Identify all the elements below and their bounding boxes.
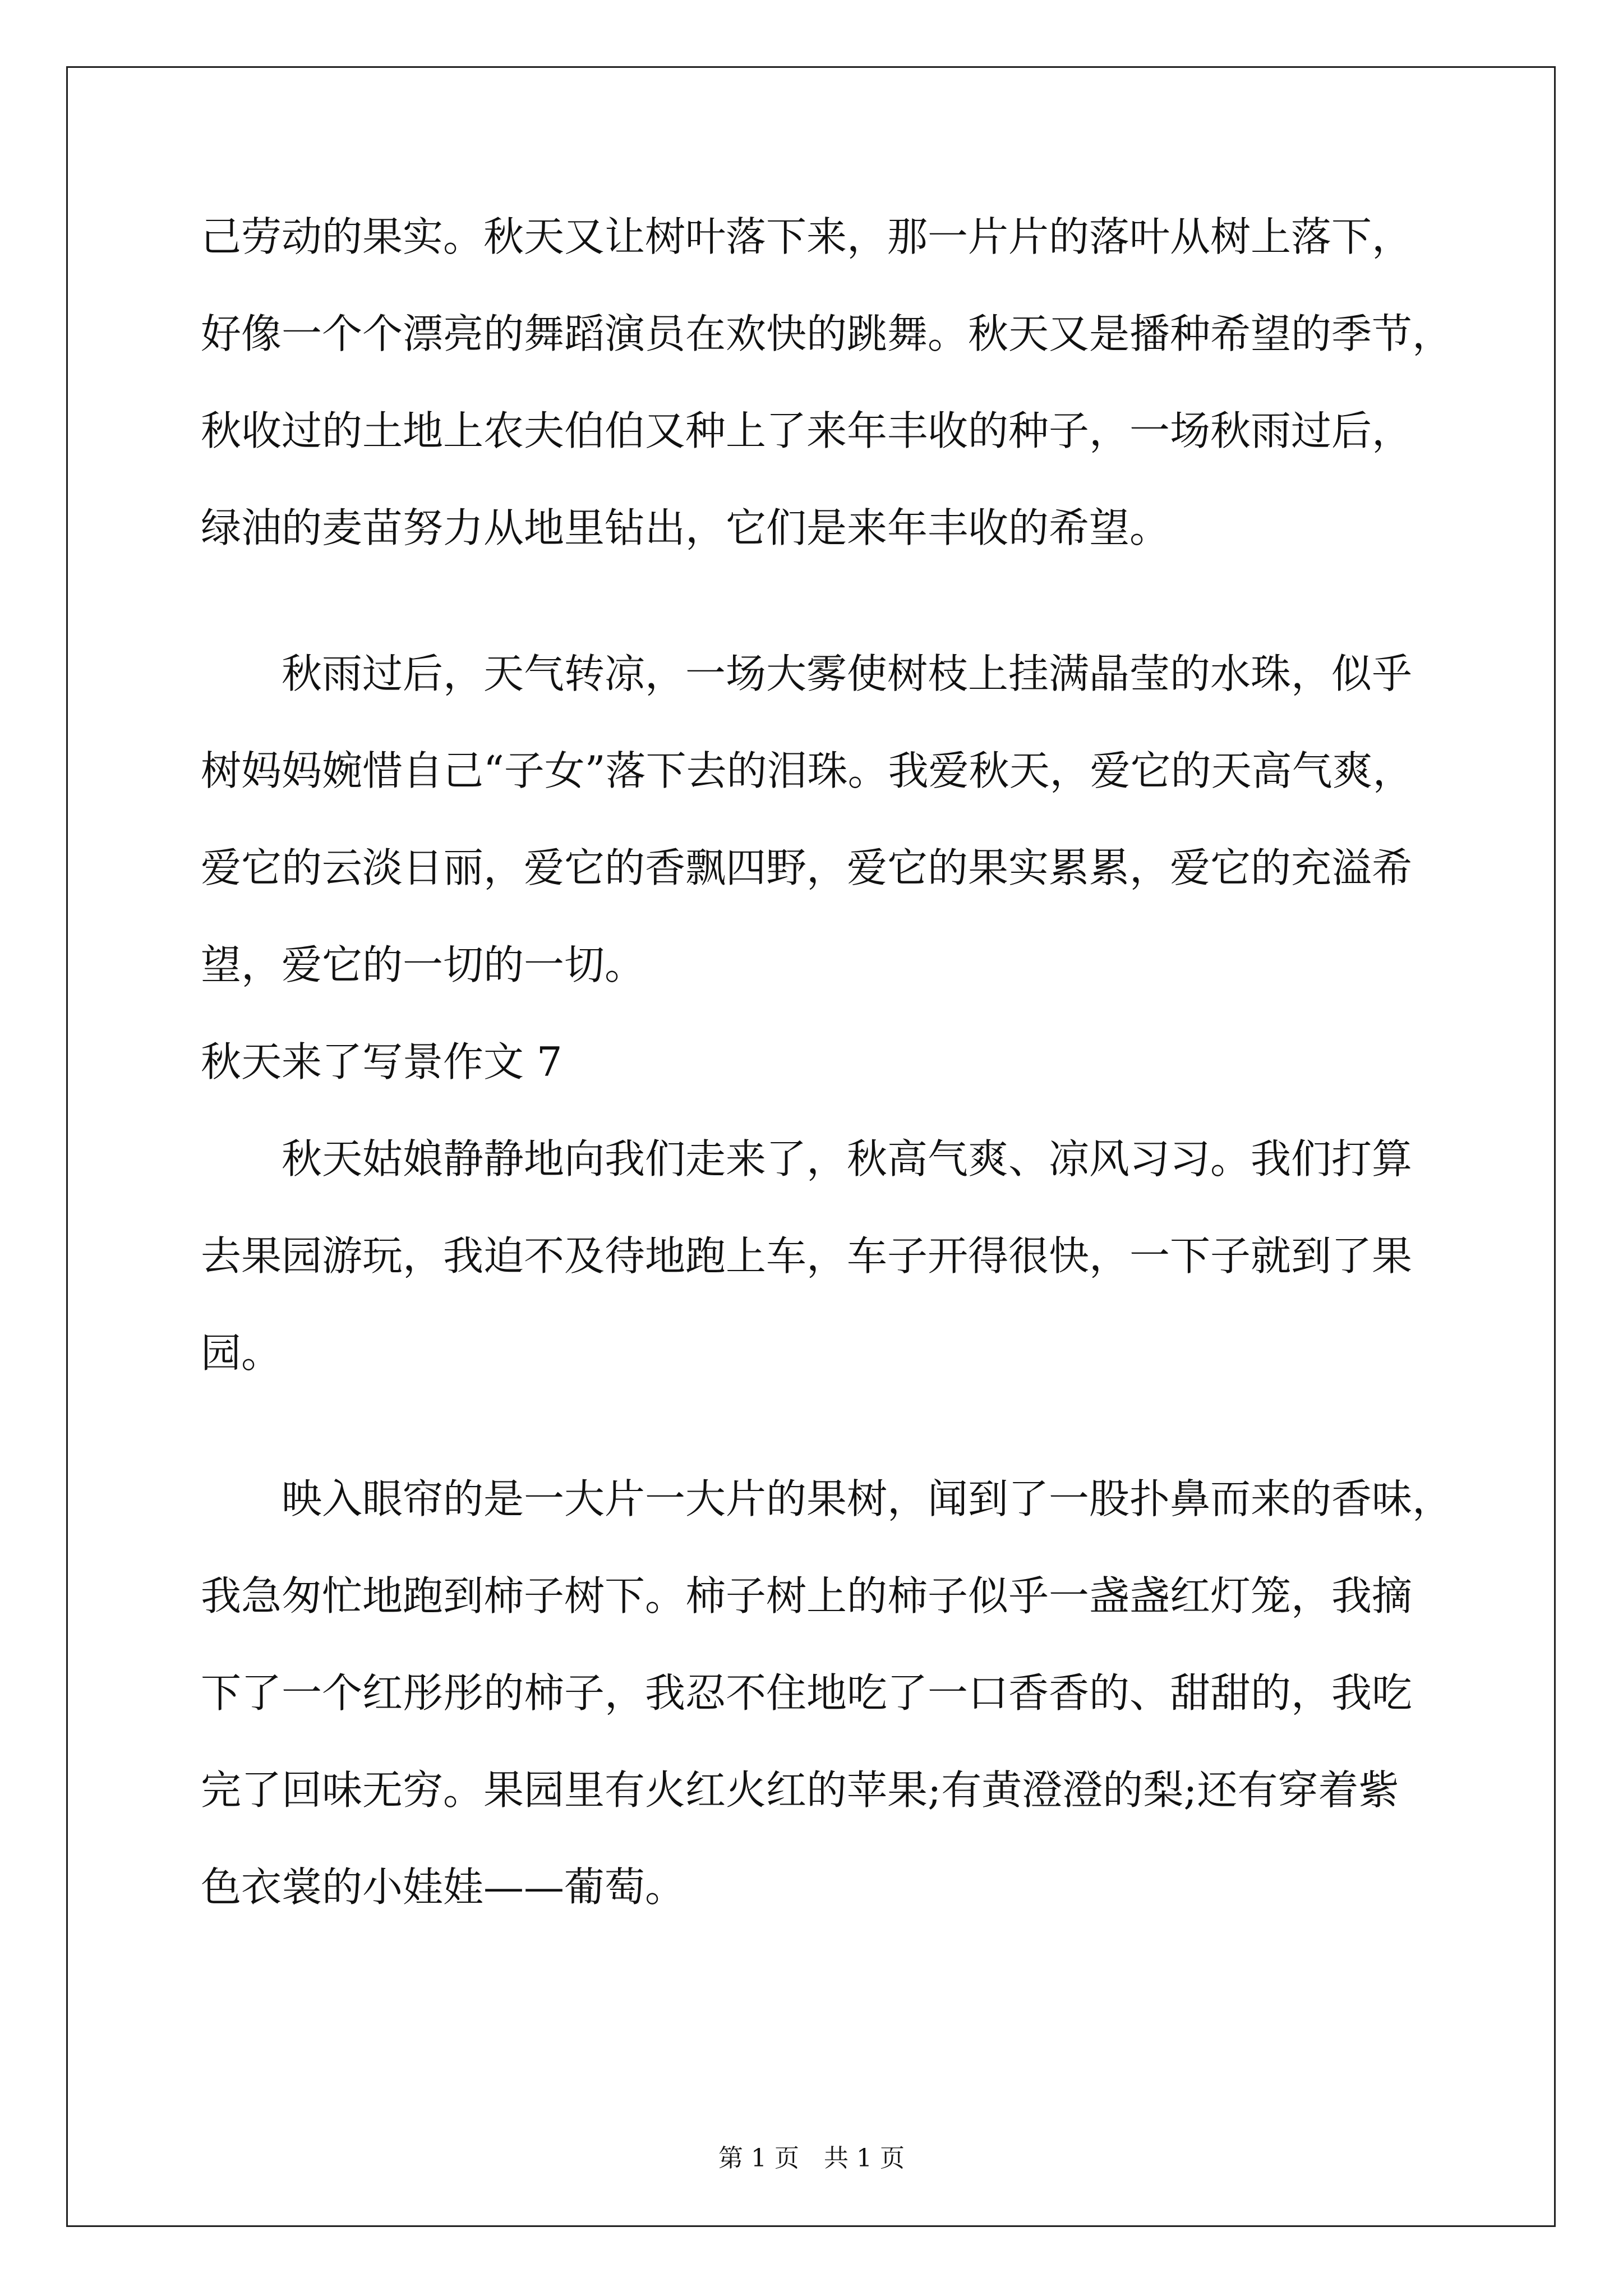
text-line: 色衣裳的小娃娃——葡萄。 [201, 1864, 686, 1911]
text-line: 园。 [201, 1329, 282, 1377]
text-line: 爱它的云淡日丽，爱它的香飘四野，爱它的果实累累，爱它的充溢希 [201, 844, 1413, 891]
text-line: 我急匆忙地跑到柿子树下。柿子树上的柿子似乎一盏盏红灯笼，我摘 [201, 1572, 1413, 1619]
text-line: 绿油的麦苗努力从地里钻出，它们是来年丰收的希望。 [201, 504, 1170, 551]
text-line: 秋收过的土地上农夫伯伯又种上了来年丰收的种子，一场秋雨过后， [201, 407, 1413, 454]
text-line: 下了一个红彤彤的柿子，我忍不住地吃了一口香香的、甜甜的，我吃 [201, 1669, 1413, 1717]
text-line: 树妈妈婉惜自己“子女”落下去的泪珠。我爱秋天，爱它的天高气爽， [201, 747, 1413, 794]
text-line: 好像一个个漂亮的舞蹈演员在欢快的跳舞。秋天又是播种希望的季节， [201, 310, 1453, 357]
text-line: 秋天姑娘静静地向我们走来了，秋高气爽、凉风习习。我们打算 [201, 1135, 1413, 1182]
section-heading: 秋天来了写景作文 7 [201, 1038, 562, 1085]
text-line: 秋雨过后，天气转凉，一场大雾使树枝上挂满晶莹的水珠，似乎 [201, 650, 1413, 697]
text-line: 己劳动的果实。秋天又让树叶落下来，那一片片的落叶从树上落下， [201, 213, 1413, 260]
text-line: 映入眼帘的是一大片一大片的果树，闻到了一股扑鼻而来的香味， [201, 1475, 1453, 1522]
text-line: 望，爱它的一切的一切。 [201, 941, 645, 988]
page-number: 第 1 页 共 1 页 [718, 2144, 905, 2173]
text-line: 完了回味无穷。果园里有火红火红的苹果;有黄澄澄的梨;还有穿着紫 [201, 1766, 1399, 1814]
text-line: 去果园游玩，我迫不及待地跑上车，车子开得很快，一下子就到了果 [201, 1232, 1413, 1280]
